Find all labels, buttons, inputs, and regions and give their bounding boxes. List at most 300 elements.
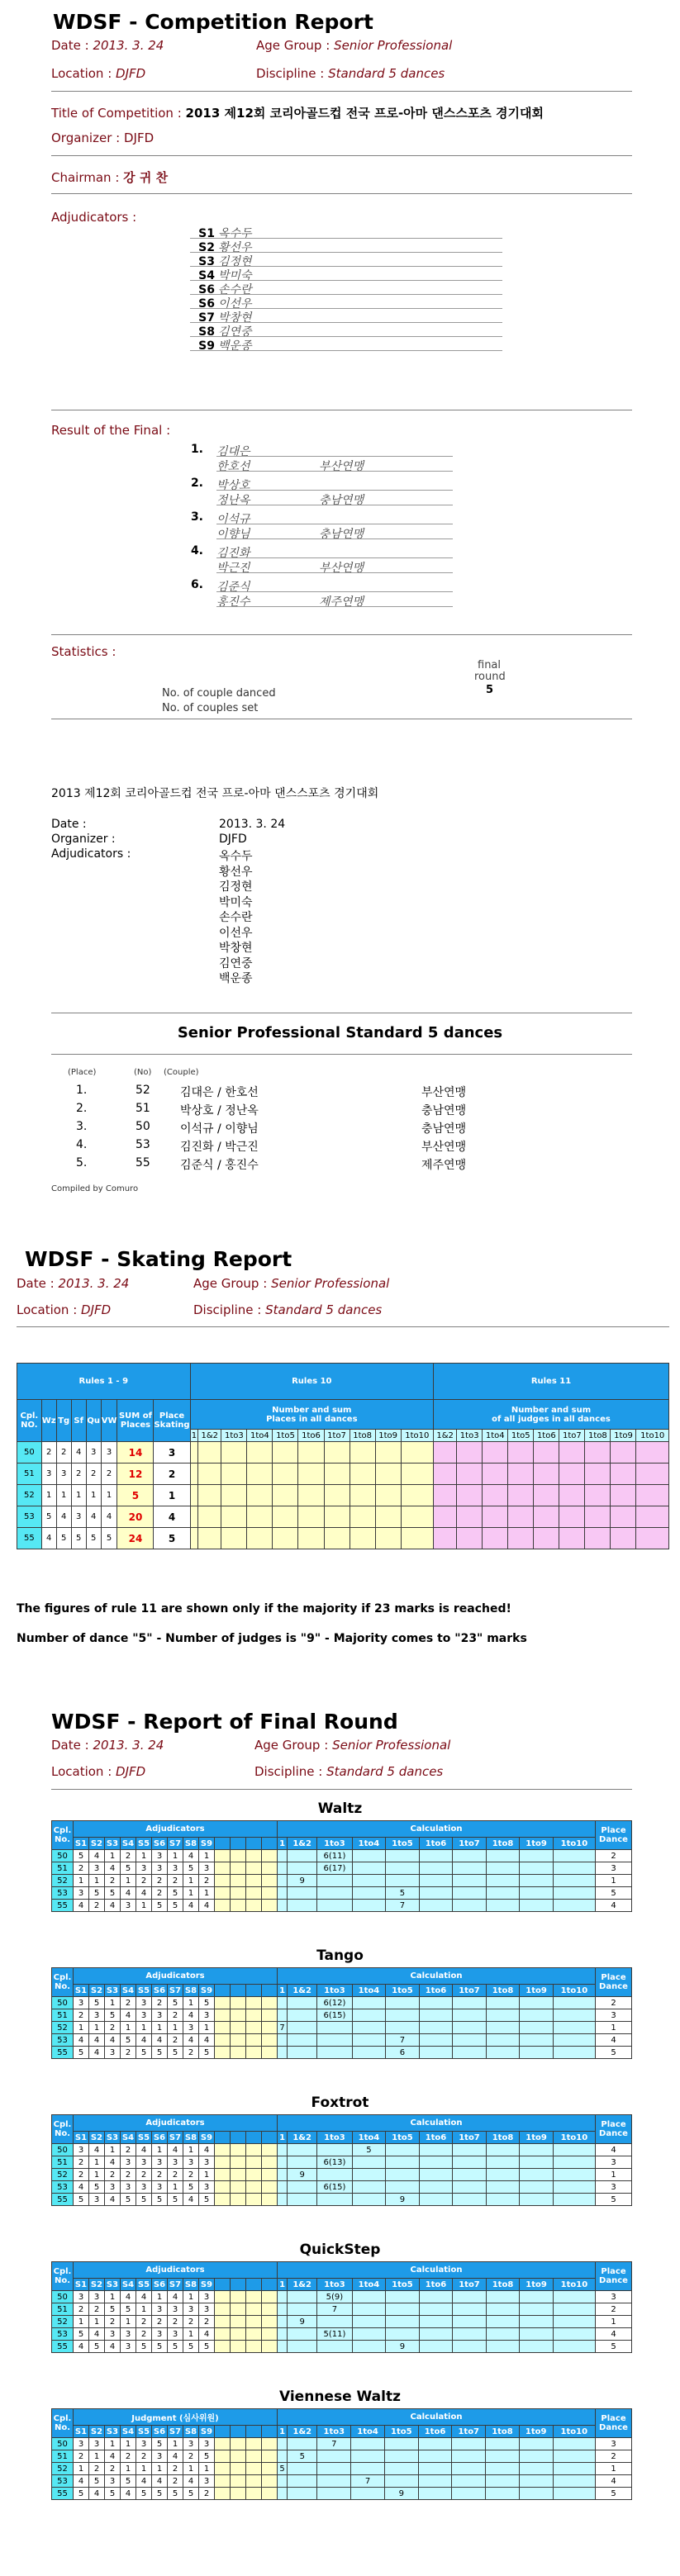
rule11-cell (534, 1485, 559, 1506)
place-dance-header (596, 2115, 632, 2144)
calc-cell (553, 2169, 595, 2181)
dance-place: 4 (86, 1506, 101, 1528)
judge-header: S5 (136, 1838, 152, 1850)
final-underline (216, 572, 453, 573)
chairman-label: Chairman : (51, 170, 120, 185)
judge-mark-empty (246, 2144, 262, 2156)
judge-mark-empty (231, 2450, 246, 2463)
judge-mark: 2 (136, 2169, 152, 2181)
summary-region: 충남연맹 (421, 1104, 467, 1117)
rule10-cell (198, 1506, 221, 1528)
judge-mark: 1 (89, 1875, 105, 1887)
judge-mark: 5 (121, 2303, 136, 2316)
rule11-note: The figures of rule 11 are shown only if the majority if 23 marks is reached! (17, 1602, 511, 1615)
adjudicators-header: Adjudicators (74, 1968, 278, 1985)
dance-title: Waltz (317, 1800, 363, 1817)
judge-mark-empty (215, 2450, 231, 2463)
rule11-cell (611, 1442, 636, 1464)
judge-header-empty (231, 2132, 246, 2144)
judge-mark: 3 (152, 2156, 168, 2169)
judge-mark: 2 (74, 2169, 89, 2181)
calc-cell (520, 2022, 554, 2034)
judge-header: S7 (168, 2132, 183, 2144)
calc-cell (352, 2328, 386, 2341)
judge-mark: 4 (152, 2475, 168, 2488)
calc-cell (519, 2463, 553, 2475)
judge-mark-empty (262, 2169, 278, 2181)
judge-mark: 2 (168, 2463, 183, 2475)
judge-mark-empty (231, 1862, 246, 1875)
dance-place: 1 (86, 1485, 101, 1506)
judge-mark: 3 (199, 1862, 215, 1875)
calc-cell (317, 2316, 353, 2328)
rule11-col-header: 1to5 (508, 1430, 534, 1442)
judge-mark: 5 (74, 1850, 89, 1862)
dance-title: Tango (316, 1947, 364, 1964)
judge-mark: 2 (183, 2316, 199, 2328)
sk-age-label: Age Group : (193, 1276, 268, 1291)
calc-cell (317, 1900, 353, 1912)
rule10-col-header: 1to10 (401, 1430, 433, 1442)
calc-cell: 5 (386, 1887, 420, 1900)
rule10-cell (247, 1485, 273, 1506)
adjudicator-code: S1 (198, 227, 215, 240)
place-dance: 1 (596, 2022, 632, 2034)
judge-mark-empty (262, 1850, 278, 1862)
judge-mark: 2 (199, 2488, 215, 2500)
judge-header-empty (231, 2426, 246, 2438)
calc-cell (278, 1997, 288, 2009)
calc-cell (352, 2009, 386, 2022)
calc-cell (453, 2009, 487, 2022)
calc-cell (317, 2034, 353, 2047)
summary-region: 부산연맹 (421, 1141, 467, 1154)
fr-header-row (52, 1968, 632, 1985)
rule11-cell (585, 1528, 611, 1549)
final-place: 4. (190, 544, 203, 557)
calc-cell (419, 2144, 453, 2156)
sk-age-value: Senior Professional (271, 1276, 390, 1291)
dance-score-table (51, 2114, 632, 2206)
calc-cell (453, 2169, 487, 2181)
judge-mark: 5 (89, 1887, 105, 1900)
rule10-cell (190, 1506, 198, 1528)
rule11-cell (434, 1464, 457, 1485)
judge-mark: 2 (121, 2450, 136, 2463)
calc-header: 1to9 (519, 2426, 553, 2438)
judge-mark: 5 (152, 2341, 168, 2353)
judge-mark: 4 (183, 2194, 199, 2206)
judge-mark: 3 (105, 2047, 121, 2059)
calc-header: 1to5 (386, 1838, 420, 1850)
divider (51, 155, 632, 156)
calc-cell (352, 2291, 386, 2303)
judge-mark: 4 (74, 1900, 89, 1912)
judge-mark: 5 (105, 2488, 121, 2500)
rule10-cell (273, 1464, 298, 1485)
calc-cell (418, 2463, 452, 2475)
judge-mark: 4 (183, 1850, 199, 1862)
calc-cell (288, 2156, 317, 2169)
fr-data-row (52, 1862, 632, 1875)
judge-mark: 2 (89, 2463, 105, 2475)
dance-place: 2 (56, 1442, 71, 1464)
compiled-by: Compiled by Comuro (51, 1184, 139, 1193)
calc-header: 1to5 (384, 2426, 418, 2438)
organizer-label: Organizer : (51, 130, 121, 145)
fr-data-row (52, 2488, 632, 2500)
rule11-cell (483, 1464, 508, 1485)
statistics-label: Statistics : (51, 644, 117, 659)
calc-cell (352, 2181, 386, 2194)
rule11-cell (434, 1485, 457, 1506)
judge-mark-empty (262, 2463, 278, 2475)
judge-mark-empty (215, 2341, 231, 2353)
calc-cell (288, 1850, 317, 1862)
calc-cell (278, 2047, 288, 2059)
calc-header: 1&2 (288, 2426, 317, 2438)
stats-col-header-1: final (478, 659, 502, 671)
fr-data-row (52, 2450, 632, 2463)
calc-cell (288, 2144, 317, 2156)
dance-place: 4 (101, 1506, 117, 1528)
judge-mark-empty (262, 2475, 278, 2488)
cpl-no-header (52, 2115, 74, 2144)
calculation-header: Calculation (278, 1968, 596, 1985)
col-couple: (Couple) (164, 1068, 199, 1077)
couple-number: 52 (52, 1875, 74, 1887)
calc-header: 1to5 (386, 2279, 420, 2291)
judge-mark-empty (262, 2450, 278, 2463)
calc-cell: 6(15) (317, 2181, 353, 2194)
sk-disc-field (193, 1302, 382, 1317)
calc-cell (278, 2181, 288, 2194)
calc-cell (352, 2034, 386, 2047)
divider (51, 1054, 632, 1055)
calc-cell (453, 1875, 487, 1887)
calc-cell (386, 2316, 420, 2328)
rule11-cell (483, 1506, 508, 1528)
judge-mark-empty (246, 2328, 262, 2341)
judge-mark: 3 (183, 2438, 199, 2450)
judge-mark: 1 (152, 2291, 168, 2303)
rule10-cell (298, 1528, 324, 1549)
calc-header: 1to3 (317, 2132, 353, 2144)
place-dance: 3 (596, 2438, 632, 2450)
judge-header: S6 (152, 1985, 168, 1997)
judge-header: S4 (121, 2426, 136, 2438)
calc-cell (553, 1900, 595, 1912)
rule11-cell (534, 1506, 559, 1528)
judge-mark-empty (262, 2341, 278, 2353)
adjudicator-name: 이선우 (218, 297, 252, 311)
judge-mark-empty (231, 2291, 246, 2303)
fr-loc-value: DJFD (116, 1764, 146, 1779)
fr-data-row (52, 1887, 632, 1900)
judge-mark: 3 (152, 2009, 168, 2022)
judge-mark: 4 (105, 2156, 121, 2169)
summary-adjudicator: 박미숙 (219, 895, 253, 909)
judge-mark: 4 (105, 1862, 121, 1875)
summary-adjudicator: 황선우 (219, 865, 253, 879)
calc-cell (419, 2181, 453, 2194)
judge-mark: 2 (136, 2450, 152, 2463)
judge-mark: 5 (199, 2194, 215, 2206)
final-partner-2: 박근진 (216, 562, 250, 575)
calc-header: 1to8 (486, 1838, 520, 1850)
judge-mark: 2 (199, 1875, 215, 1887)
judge-mark-empty (262, 2047, 278, 2059)
judge-mark: 4 (105, 2194, 121, 2206)
calc-cell (419, 2156, 453, 2169)
rule10-col-header: 1to6 (298, 1430, 324, 1442)
judge-mark: 3 (183, 2156, 199, 2169)
judge-mark: 3 (121, 2341, 136, 2353)
place-dance: 1 (596, 2316, 632, 2328)
calc-cell (288, 2328, 317, 2341)
calculation-header: Calculation (278, 2115, 596, 2132)
sk-data-row (17, 1464, 669, 1485)
judge-mark: 4 (105, 2341, 121, 2353)
rule10-cell (247, 1464, 273, 1485)
calc-cell (452, 2488, 486, 2500)
judge-header-empty (262, 2132, 278, 2144)
calc-cell (288, 2194, 317, 2206)
calc-header: 1to7 (453, 2132, 487, 2144)
judge-mark-empty (215, 2194, 231, 2206)
fr-data-row (52, 2475, 632, 2488)
calc-header: 1to10 (553, 1838, 595, 1850)
place-dance: 5 (596, 2488, 632, 2500)
calc-cell (352, 1862, 386, 1875)
calc-cell (288, 1887, 317, 1900)
final-underline (216, 456, 453, 457)
rule10-cell (298, 1506, 324, 1528)
calc-cell (288, 2022, 317, 2034)
calc-cell (352, 2194, 386, 2206)
judge-header-empty (215, 1985, 231, 1997)
place-dance: 3 (596, 2009, 632, 2022)
calc-cell (486, 2169, 520, 2181)
adjudicator-code: S4 (198, 269, 215, 282)
rule11-col-header: 1to4 (483, 1430, 508, 1442)
dance-place: 3 (56, 1464, 71, 1485)
adjudicator-name: 박창현 (218, 311, 252, 325)
cpl-label: Cpl. (53, 2120, 72, 2129)
judge-mark: 1 (136, 2303, 152, 2316)
judge-header-empty (231, 1985, 246, 1997)
judge-mark: 2 (121, 2169, 136, 2181)
judge-mark: 4 (183, 2009, 199, 2022)
calc-cell (418, 2488, 452, 2500)
judge-mark-empty (246, 2488, 262, 2500)
final-region: 부산연맹 (319, 562, 364, 575)
calc-cell (486, 2316, 520, 2328)
judge-header-empty (215, 2426, 231, 2438)
judge-mark-empty (246, 1862, 262, 1875)
judge-mark: 5 (152, 2047, 168, 2059)
calc-cell (352, 2316, 386, 2328)
judge-mark: 2 (121, 2047, 136, 2059)
dance-abbrev-header: Sf (71, 1400, 86, 1442)
calc-cell: 9 (288, 2316, 317, 2328)
rule10-cell (198, 1464, 221, 1485)
date-value: 2013. 3. 24 (93, 38, 164, 53)
judge-mark: 2 (168, 2169, 183, 2181)
judge-mark-empty (215, 1887, 231, 1900)
judge-mark: 4 (121, 2009, 136, 2022)
summary-adjudicator: 김정현 (219, 880, 253, 894)
sk-age-field (193, 1276, 389, 1291)
rule10-cell (375, 1464, 401, 1485)
sk-data-row (17, 1528, 669, 1549)
rule10-cell (324, 1506, 350, 1528)
judge-mark-empty (231, 2438, 246, 2450)
judge-header: S1 (74, 1985, 89, 1997)
fr-data-row (52, 2034, 632, 2047)
sk-header-row (17, 1364, 669, 1400)
result-final-label: Result of the Final : (51, 423, 171, 438)
calc-cell (520, 2194, 554, 2206)
judge-mark: 3 (152, 2303, 168, 2316)
calculation-header: Calculation (278, 1821, 596, 1838)
calc-cell (278, 2291, 288, 2303)
fr-header-row (52, 2262, 632, 2279)
judge-mark-empty (231, 2328, 246, 2341)
couple-number: 53 (52, 2181, 74, 2194)
calc-cell (519, 2438, 553, 2450)
calc-cell (419, 1875, 453, 1887)
calc-cell: 6 (386, 2047, 420, 2059)
judge-mark: 4 (183, 1900, 199, 1912)
judge-mark: 5 (168, 2194, 183, 2206)
rule10-cell (324, 1464, 350, 1485)
dance-score-table (51, 1820, 632, 1912)
fr-data-row (52, 1997, 632, 2009)
organizer-row (51, 130, 154, 145)
fr-header-row (52, 2426, 632, 2438)
rule11-cell (611, 1506, 636, 1528)
calc-cell (553, 2303, 595, 2316)
calc-cell (553, 2328, 595, 2341)
calc-cell (486, 1875, 520, 1887)
dance-place: 3 (71, 1506, 86, 1528)
summary-couple: 박상호 / 정난옥 (180, 1104, 259, 1117)
judge-mark: 4 (74, 2341, 89, 2353)
rule10-cell (247, 1528, 273, 1549)
judge-mark: 3 (199, 2291, 215, 2303)
calc-cell (486, 2463, 520, 2475)
rule10-cell (350, 1528, 375, 1549)
rule11-col-header: 1to6 (534, 1430, 559, 1442)
judge-mark: 2 (168, 1875, 183, 1887)
location-field (51, 66, 145, 81)
calc-cell (486, 2144, 520, 2156)
couple-number: 52 (52, 2022, 74, 2034)
judge-mark: 3 (168, 2328, 183, 2341)
judge-mark-empty (262, 2009, 278, 2022)
judge-mark-empty (215, 1862, 231, 1875)
fr-loc-label: Location : (51, 1764, 112, 1779)
judge-mark: 1 (89, 2169, 105, 2181)
rule11-cell (611, 1485, 636, 1506)
judge-mark: 5 (89, 2181, 105, 2194)
judge-mark-empty (215, 2328, 231, 2341)
calc-cell (520, 2181, 554, 2194)
judge-header: S6 (152, 2279, 168, 2291)
skating-place: 1 (154, 1485, 190, 1506)
fr-header-row (52, 1985, 632, 1997)
calc-cell (317, 2022, 353, 2034)
rule11-col-header: 1to9 (611, 1430, 636, 1442)
skating-place: 3 (154, 1442, 190, 1464)
dance-place: 1 (71, 1485, 86, 1506)
rule11-cell (483, 1485, 508, 1506)
judge-mark: 5 (74, 2194, 89, 2206)
rule11-cell (585, 1485, 611, 1506)
rule10-sum-line2: Places in all dances (266, 1414, 358, 1424)
couple-number: 51 (17, 1464, 42, 1485)
rule10-cell (247, 1442, 273, 1464)
final-partner-1: 김준식 (216, 581, 250, 594)
judge-header-empty (215, 2132, 231, 2144)
calc-cell (453, 1850, 487, 1862)
judge-mark: 4 (168, 2450, 183, 2463)
rule11-col-header: 1to3 (457, 1430, 483, 1442)
calc-cell: 7 (317, 2303, 353, 2316)
rule10-cell (401, 1464, 433, 1485)
summary-place: 2. (76, 1102, 88, 1115)
fr-data-row (52, 2291, 632, 2303)
summary-heading: Senior Professional Standard 5 dances (177, 1024, 503, 1041)
sum-of-places: 5 (117, 1485, 154, 1506)
calc-header: 1to5 (386, 2132, 420, 2144)
calc-cell (486, 2022, 520, 2034)
summary-place: 5. (76, 1156, 88, 1169)
final-partner-1: 이석규 (216, 513, 250, 526)
judge-mark: 4 (74, 2034, 89, 2047)
rule11-cell (636, 1442, 669, 1464)
rule10-cell (401, 1506, 433, 1528)
calc-header: 1to10 (553, 2279, 595, 2291)
judge-header: S1 (74, 2426, 89, 2438)
judge-mark: 5 (121, 1862, 136, 1875)
rule10-col-header: 1to5 (273, 1430, 298, 1442)
calc-cell (453, 2291, 487, 2303)
judge-mark-empty (262, 1997, 278, 2009)
rule10-cell (190, 1528, 198, 1549)
judge-mark: 3 (152, 1850, 168, 1862)
summary-place: 1. (76, 1084, 88, 1097)
cpl-label: Cpl. (53, 2267, 72, 2276)
judge-mark: 5 (136, 2341, 152, 2353)
couple-number: 53 (52, 2328, 74, 2341)
calc-cell (520, 1900, 554, 1912)
judge-header: S7 (168, 2279, 183, 2291)
adjudicator-name: 김정현 (218, 255, 252, 268)
final-place: 1. (190, 443, 203, 456)
calc-cell (453, 2034, 487, 2047)
judge-mark-empty (231, 1997, 246, 2009)
calc-header: 1to9 (520, 2132, 554, 2144)
judge-mark: 4 (89, 1850, 105, 1862)
judge-mark: 3 (89, 2438, 105, 2450)
calc-header: 1to4 (352, 2279, 386, 2291)
rule11-cell (508, 1528, 534, 1549)
final-partner-2: 홍진수 (216, 595, 250, 609)
calc-cell (288, 2009, 317, 2022)
summary-adjudicators-label: Adjudicators : (51, 847, 131, 861)
